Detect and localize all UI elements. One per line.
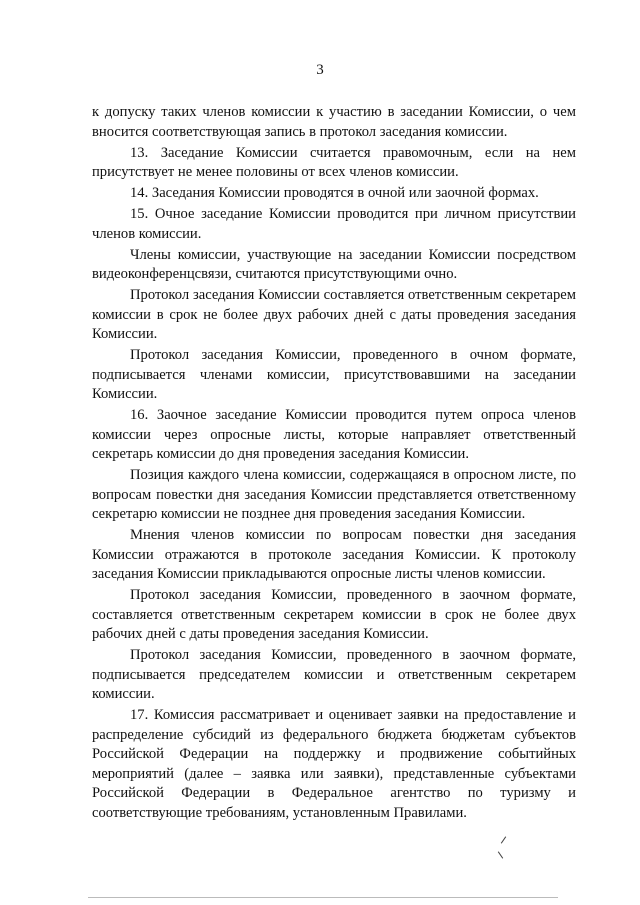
scan-mark [501, 836, 506, 843]
paragraph-protocol-inperson: Протокол заседания Комиссии, проведенного в очном формате, подписывается членами комиссии, присутствовавшими на заседании Комиссии. [92, 347, 576, 402]
paragraph-protocol-absentee-term: Протокол заседания Комиссии, проведенного в заочном формате, составляется ответственным секретарем комиссии в срок не более двух рабочих дней с даты проведения заседания Комиссии. [92, 587, 576, 642]
paragraph-protocol-term: Протокол заседания Комиссии составляется ответственным секретарем комиссии в срок не более двух рабочих дней с даты проведения заседания Комиссии. [92, 287, 576, 342]
scan-edge-line [88, 897, 558, 898]
paragraph-continuation: к допуску таких членов комиссии к участию в заседании Комиссии, о чем вносится соответствующая запись в протокол заседания комиссии. [92, 104, 576, 140]
paragraph-item-16: 16. Заочное заседание Комиссии проводится путем опроса членов комиссии через опросные листы, которые направляет ответственный секретарь комиссии до дня проведения заседания Комиссии. [92, 407, 576, 462]
paragraph-member-position: Позиция каждого члена комиссии, содержащаяся в опросном листе, по вопросам повестки дня заседания Комиссии представляется ответственному секретарю комиссии не позднее дня проведения заседания Комиссии. [92, 467, 576, 522]
paragraph-item-17: 17. Комиссия рассматривает и оценивает заявки на предоставление и распределение субсидий из федерального бюджета бюджетам субъектов Российской Федерации на поддержку и продвижение событийных мероприятий (далее – заявка или заявки), представленные субъектами Российской Федерации в Федеральное агентство по туризму и соответствующие требованиям, установленным Правилами. [92, 707, 576, 821]
paragraph-protocol-absentee-sign: Протокол заседания Комиссии, проведенного в заочном формате, подписывается председателем комиссии и ответственным секретарем комиссии. [92, 647, 576, 702]
paragraph-member-opinions: Мнения членов комиссии по вопросам повестки дня заседания Комиссии отражаются в протоколе заседания Комиссии. К протоколу заседания Комиссии прикладываются опросные листы членов комиссии. [92, 527, 576, 582]
paragraph-item-13: 13. Заседание Комиссии считается правомочным, если на нем присутствует не менее половины от всех членов комиссии. [92, 144, 576, 180]
paragraph-item-14: 14. Заседания Комиссии проводятся в очной или заочной формах. [130, 185, 539, 201]
paragraph-videoconference: Члены комиссии, участвующие на заседании Комиссии посредством видеоконференцсвязи, считаются присутствующими очно. [92, 246, 576, 282]
paragraph-item-15: 15. Очное заседание Комиссии проводится при личном присутствии членов комиссии. [92, 206, 576, 242]
document-body [92, 103, 576, 825]
page-number: 3 [316, 62, 324, 78]
scan-mark [498, 851, 503, 858]
